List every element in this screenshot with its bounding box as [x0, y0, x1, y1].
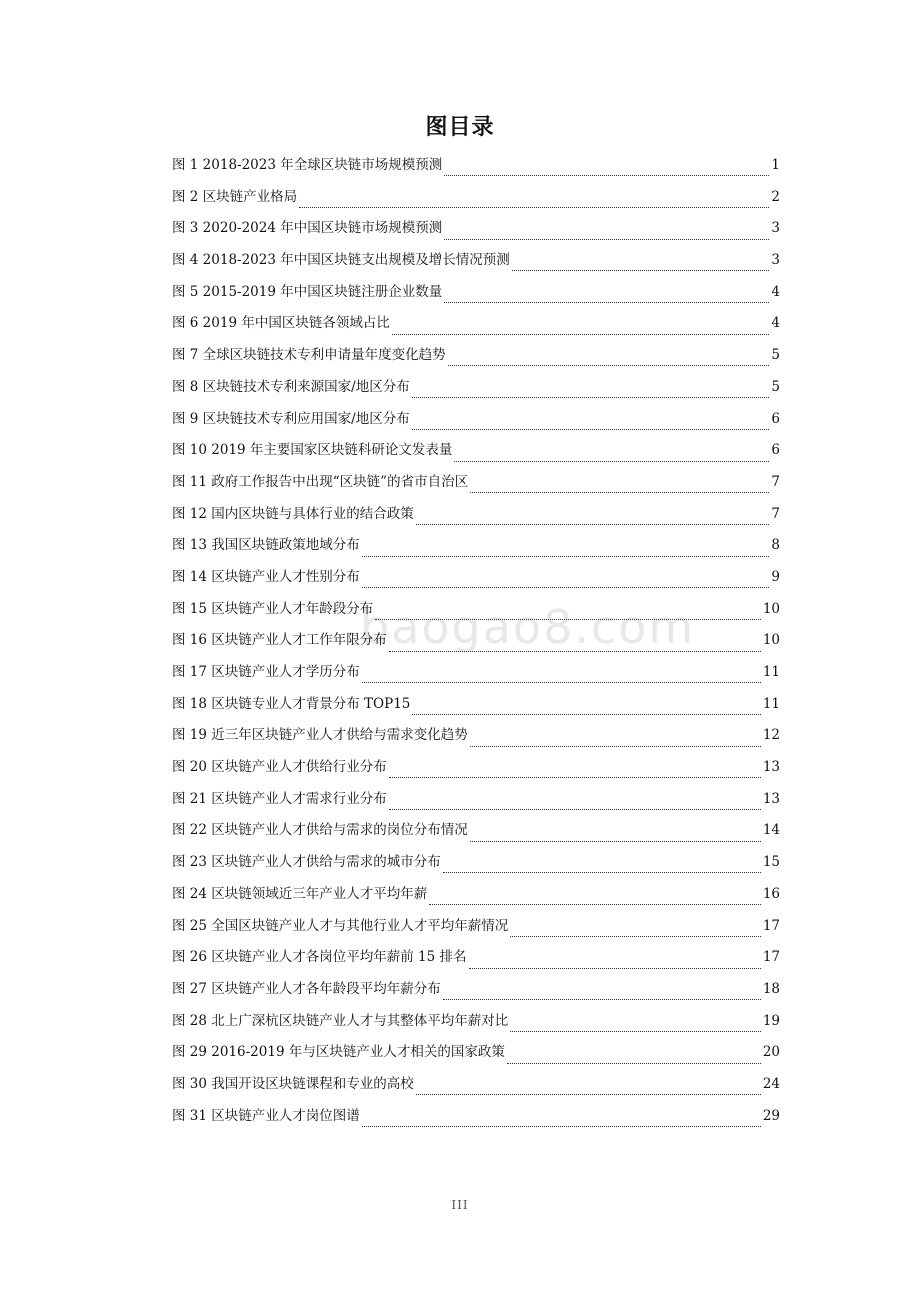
- toc-entry-label: 图 10 2019 年主要国家区块链科研论文发表量: [172, 442, 453, 459]
- dot-leader: [470, 478, 769, 493]
- toc-entry-label: 图 7 全球区块链技术专利申请量年度变化趋势: [172, 347, 446, 364]
- toc-entry[interactable]: [172, 1037, 780, 1069]
- dot-leader: [412, 415, 770, 430]
- dot-leader: [412, 700, 760, 715]
- toc-entry[interactable]: [172, 1006, 780, 1038]
- toc-entry-page: 3: [771, 252, 780, 269]
- dot-leader: [510, 1017, 761, 1032]
- toc-entry-page: 11: [762, 664, 780, 680]
- toc-entry[interactable]: [172, 911, 780, 943]
- page-title: 图目录: [425, 115, 495, 140]
- dot-leader: [362, 1112, 761, 1127]
- dot-leader: [444, 225, 769, 240]
- watermark: baogao8.com: [360, 600, 696, 654]
- toc-entry-page: 11: [762, 695, 780, 712]
- toc-entry[interactable]: [172, 720, 780, 752]
- toc-entry-page: 5: [771, 347, 780, 364]
- toc-entry[interactable]: [172, 182, 780, 214]
- toc-entry[interactable]: [172, 530, 780, 562]
- dot-leader: [412, 383, 770, 398]
- toc-entry-label: 图 21 区块链产业人才需求行业分布: [172, 790, 387, 807]
- toc-entry-label: 图 25 全国区块链产业人才与其他行业人才平均年薪情况: [172, 917, 509, 934]
- dot-leader: [510, 922, 761, 937]
- page-number: III: [451, 1198, 469, 1212]
- toc-entry-label: 图 3 2020-2024 年中国区块链市场规模预测: [172, 220, 443, 237]
- toc-entry-label: 图 19 近三年区块链产业人才供给与需求变化趋势: [172, 727, 468, 744]
- toc-entry-label: 图 17 区块链产业人才学历分布: [172, 664, 360, 680]
- dot-leader: [470, 732, 761, 747]
- toc-entry[interactable]: [172, 404, 780, 436]
- toc-entry[interactable]: [172, 467, 780, 499]
- dot-leader: [389, 795, 761, 810]
- toc-entry-label: 图 5 2015-2019 年中国区块链注册企业数量: [172, 283, 443, 300]
- toc-entry-label: 图 18 区块链专业人才背景分布 TOP15: [172, 695, 411, 712]
- toc-entry-page: 7: [771, 473, 780, 490]
- dot-leader: [362, 573, 770, 588]
- toc-entry-page: 6: [771, 410, 780, 427]
- toc-entry-label: 图 6 2019 年中国区块链各领域占比: [172, 315, 390, 332]
- toc-entry-page: 24: [762, 1075, 780, 1092]
- toc-entry-label: 图 9 区块链技术专利应用国家/地区分布: [172, 410, 410, 427]
- toc-entry-page: 4: [771, 283, 780, 300]
- toc-entry[interactable]: [172, 1101, 780, 1133]
- toc-entry[interactable]: [172, 657, 780, 689]
- toc-entry[interactable]: [172, 277, 780, 309]
- toc-entry-label: 图 22 区块链产业人才供给与需求的岗位分布情况: [172, 822, 468, 839]
- toc-entry[interactable]: [172, 340, 780, 372]
- toc-entry-page: 14: [762, 822, 780, 839]
- toc-entry-page: 17: [762, 949, 780, 966]
- toc-entry[interactable]: [172, 594, 780, 626]
- toc-entry[interactable]: [172, 499, 780, 531]
- dot-leader: [392, 320, 770, 335]
- dot-leader: [444, 288, 769, 303]
- toc-entry-page: 16: [762, 885, 780, 902]
- toc-entry[interactable]: [172, 150, 780, 182]
- toc-entry-label: 图 28 北上广深杭区块链产业人才与其整体平均年薪对比: [172, 1012, 509, 1029]
- toc-entry[interactable]: [172, 974, 780, 1006]
- dot-leader: [389, 763, 761, 778]
- toc-entry-label: 图 29 2016-2019 年与区块链产业人才相关的国家政策: [172, 1044, 505, 1061]
- toc-entry[interactable]: [172, 213, 780, 245]
- dot-leader: [389, 637, 761, 652]
- toc-entry[interactable]: [172, 815, 780, 847]
- toc-entry-label: 图 31 区块链产业人才岗位图谱: [172, 1107, 360, 1124]
- toc-entry-page: 20: [762, 1044, 780, 1061]
- toc-entry-page: 10: [762, 600, 780, 617]
- toc-entry-page: 15: [762, 854, 780, 871]
- toc-entry[interactable]: [172, 752, 780, 784]
- toc-entry-page: 29: [762, 1107, 780, 1124]
- dot-leader: [416, 510, 770, 525]
- toc-entry[interactable]: [172, 562, 780, 594]
- toc-entry-label: 图 24 区块链领域近三年产业人才平均年薪: [172, 885, 428, 902]
- dot-leader: [512, 256, 770, 271]
- dot-leader: [443, 858, 761, 873]
- dot-leader: [375, 605, 761, 620]
- dot-leader: [469, 954, 761, 969]
- toc-entry-label: 图 13 我国区块链政策地域分布: [172, 537, 360, 554]
- toc-entry-page: 17: [762, 917, 780, 934]
- toc-entry-page: 18: [762, 980, 780, 997]
- toc-entry[interactable]: [172, 435, 780, 467]
- toc-entry-page: 3: [771, 220, 780, 237]
- toc-entry-label: 图 12 国内区块链与具体行业的结合政策: [172, 505, 414, 522]
- toc-entry[interactable]: [172, 625, 780, 657]
- toc-entry-label: 图 11 政府工作报告中出现“区块链”的省市自治区: [172, 473, 469, 490]
- dot-leader: [448, 351, 770, 366]
- toc-entry-label: 图 2 区块链产业格局: [172, 188, 298, 205]
- toc-entry-page: 4: [771, 315, 780, 332]
- toc-entry-page: 13: [762, 759, 780, 776]
- dot-leader: [454, 447, 769, 462]
- figure-toc-list: [172, 150, 780, 1132]
- toc-entry[interactable]: [172, 942, 780, 974]
- dot-leader: [362, 542, 770, 557]
- toc-entry-page: 19: [762, 1012, 780, 1029]
- toc-entry-page: 12: [762, 727, 780, 744]
- toc-entry-label: 图 23 区块链产业人才供给与需求的城市分布: [172, 854, 441, 871]
- toc-entry[interactable]: [172, 689, 780, 721]
- toc-entry[interactable]: [172, 784, 780, 816]
- toc-entry-label: 图 4 2018-2023 年中国区块链支出规模及增长情况预测: [172, 252, 510, 269]
- dot-leader: [299, 193, 769, 208]
- toc-entry-label: 图 20 区块链产业人才供给行业分布: [172, 759, 387, 776]
- toc-entry[interactable]: [172, 847, 780, 879]
- toc-entry[interactable]: [172, 1069, 780, 1101]
- toc-entry-page: 6: [771, 442, 780, 459]
- dot-leader: [429, 890, 761, 905]
- toc-entry-label: 图 27 区块链产业人才各年龄段平均年薪分布: [172, 980, 441, 997]
- toc-entry-label: 图 8 区块链技术专利来源国家/地区分布: [172, 378, 410, 395]
- toc-entry[interactable]: [172, 308, 780, 340]
- toc-entry-page: 7: [771, 505, 780, 522]
- dot-leader: [444, 161, 769, 176]
- toc-entry-label: 图 30 我国开设区块链课程和专业的高校: [172, 1075, 414, 1092]
- dot-leader: [470, 827, 761, 842]
- toc-entry-page: 5: [771, 378, 780, 395]
- dot-leader: [443, 985, 761, 1000]
- toc-entry-label: 图 1 2018-2023 年全球区块链市场规模预测: [172, 157, 443, 173]
- toc-entry-label: 图 15 区块链产业人才年龄段分布: [172, 600, 374, 617]
- toc-entry-page: 13: [762, 790, 780, 807]
- toc-entry-page: 10: [762, 632, 780, 649]
- dot-leader: [507, 1049, 761, 1064]
- toc-entry-page: 2: [771, 188, 780, 205]
- toc-entry-label: 图 16 区块链产业人才工作年限分布: [172, 632, 387, 649]
- dot-leader: [416, 1080, 761, 1095]
- toc-entry-label: 图 14 区块链产业人才性别分布: [172, 568, 360, 585]
- toc-entry[interactable]: [172, 879, 780, 911]
- toc-entry-page: 1: [771, 157, 780, 173]
- toc-entry-page: 8: [771, 537, 780, 554]
- toc-entry[interactable]: [172, 372, 780, 404]
- toc-entry-page: 9: [771, 568, 780, 585]
- toc-entry[interactable]: [172, 245, 780, 277]
- toc-entry-label: 图 26 区块链产业人才各岗位平均年薪前 15 排名: [172, 949, 467, 966]
- dot-leader: [362, 668, 761, 683]
